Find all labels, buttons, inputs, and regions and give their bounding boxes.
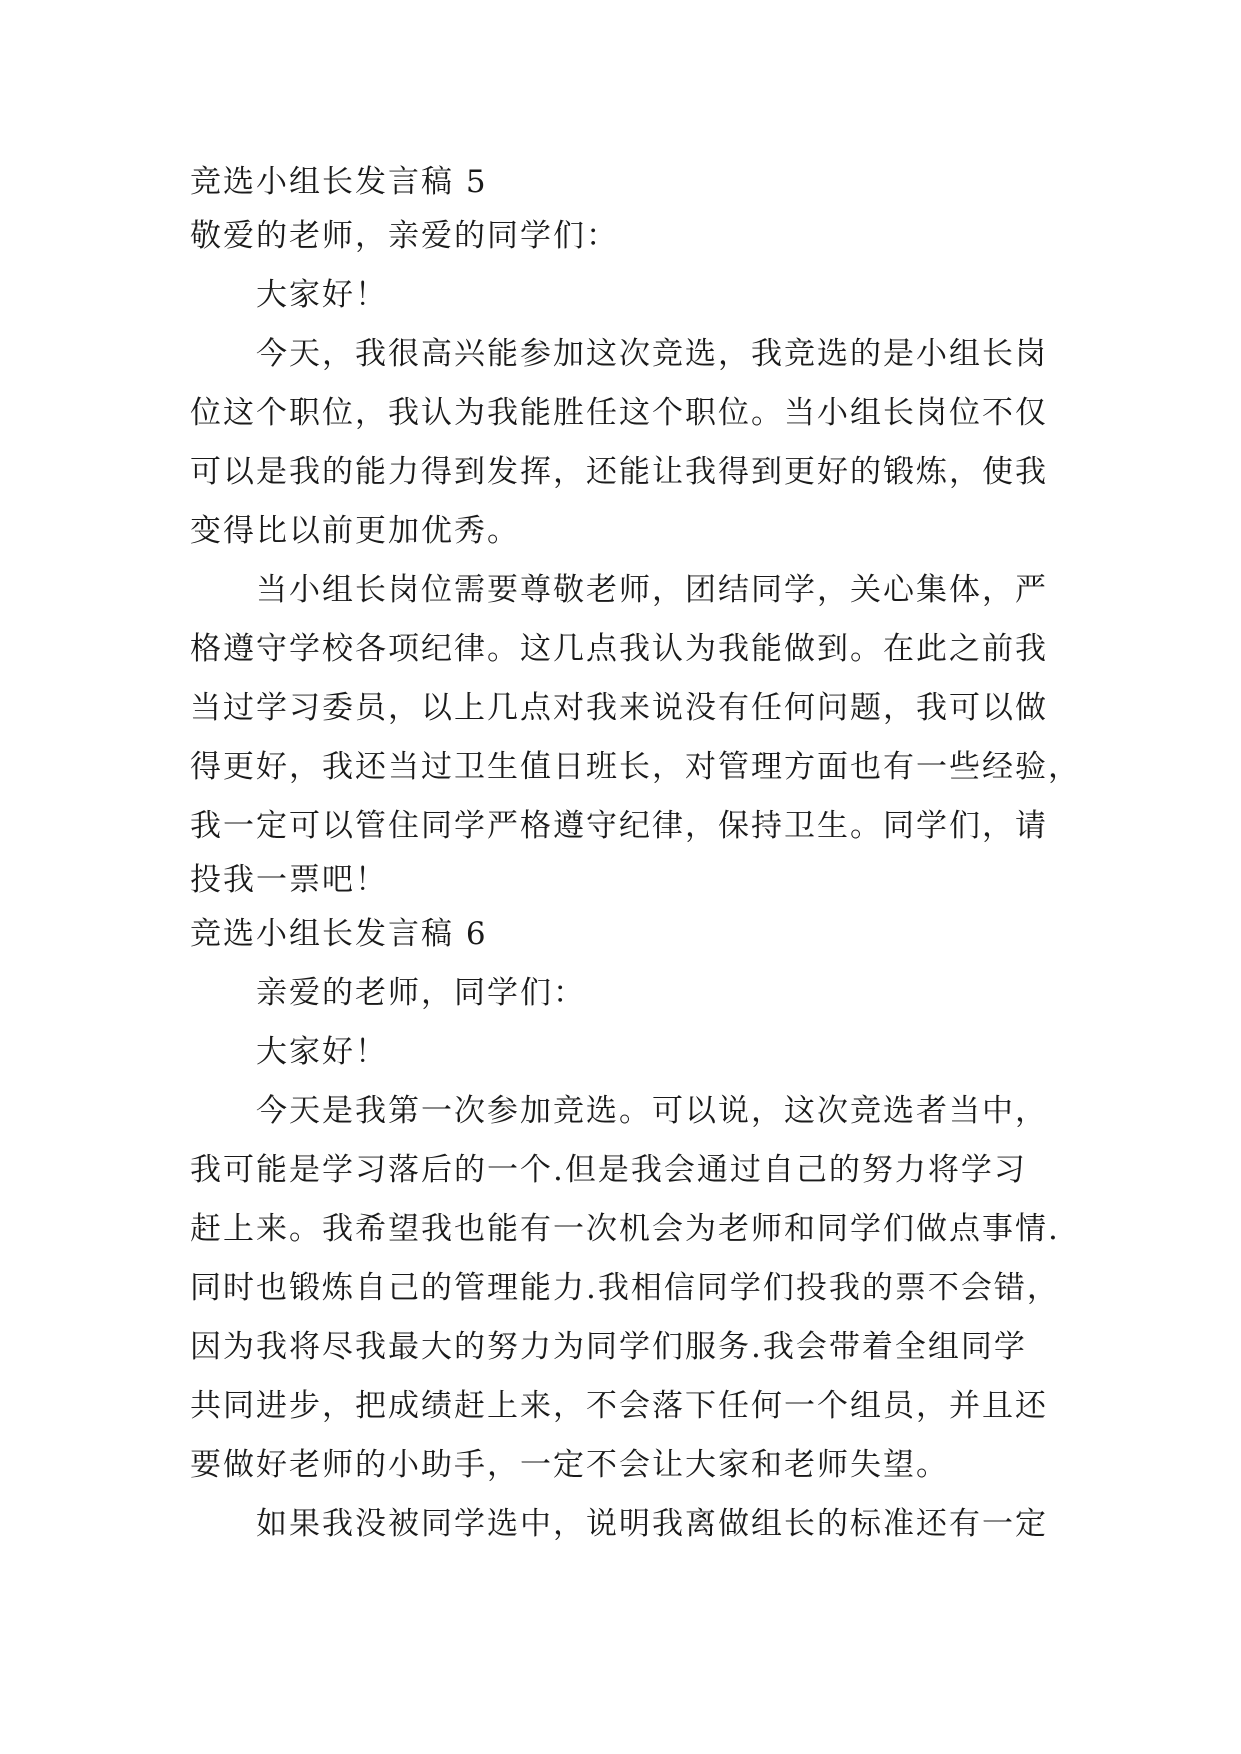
salutation: 亲爱的老师，同学们： bbox=[256, 975, 586, 1011]
greeting: 大家好！ bbox=[256, 277, 388, 313]
section-title-6: 竞选小组长发言稿 6 bbox=[190, 916, 488, 952]
paragraph-line: 我可能是学习落后的一个.但是我会通过自己的努力将学习 bbox=[190, 1152, 1027, 1188]
paragraph-line: 赶上来。我希望我也能有一次机会为老师和同学们做点事情. bbox=[190, 1211, 1060, 1247]
paragraph-line: 同时也锻炼自己的管理能力.我相信同学们投我的票不会错， bbox=[190, 1270, 1060, 1306]
document-body bbox=[190, 158, 1081, 1554]
paragraph-line: 如果我没被同学选中，说明我离做组长的标准还有一定 bbox=[256, 1506, 1048, 1542]
greeting: 大家好！ bbox=[256, 1034, 388, 1070]
paragraph-line: 当小组长岗位需要尊敬老师，团结同学，关心集体，严 bbox=[256, 572, 1048, 608]
paragraph-line: 我一定可以管住同学严格遵守纪律，保持卫生。同学们，请 bbox=[190, 808, 1048, 844]
paragraph-line: 要做好老师的小助手，一定不会让大家和老师失望。 bbox=[190, 1447, 949, 1483]
salutation: 敬爱的老师，亲爱的同学们： bbox=[190, 218, 619, 254]
paragraph-line: 变得比以前更加优秀。 bbox=[190, 513, 520, 549]
paragraph-line: 格遵守学校各项纪律。这几点我认为我能做到。在此之前我 bbox=[190, 631, 1048, 667]
paragraph-line: 可以是我的能力得到发挥，还能让我得到更好的锻炼，使我 bbox=[190, 454, 1048, 490]
paragraph-line: 共同进步，把成绩赶上来，不会落下任何一个组员，并且还 bbox=[190, 1388, 1048, 1424]
paragraph-line: 当过学习委员，以上几点对我来说没有任何问题，我可以做 bbox=[190, 690, 1048, 726]
paragraph-line: 因为我将尽我最大的努力为同学们服务.我会带着全组同学 bbox=[190, 1329, 1027, 1365]
paragraph-line: 位这个职位，我认为我能胜任这个职位。当小组长岗位不仅 bbox=[190, 395, 1048, 431]
paragraph-line: 今天，我很高兴能参加这次竞选，我竞选的是小组长岗 bbox=[256, 336, 1048, 372]
paragraph-line: 投我一票吧！ bbox=[190, 862, 388, 898]
paragraph-line: 得更好，我还当过卫生值日班长，对管理方面也有一些经验， bbox=[190, 749, 1081, 785]
section-title-5: 竞选小组长发言稿 5 bbox=[190, 164, 488, 200]
paragraph-line: 今天是我第一次参加竞选。可以说，这次竞选者当中， bbox=[256, 1093, 1048, 1129]
